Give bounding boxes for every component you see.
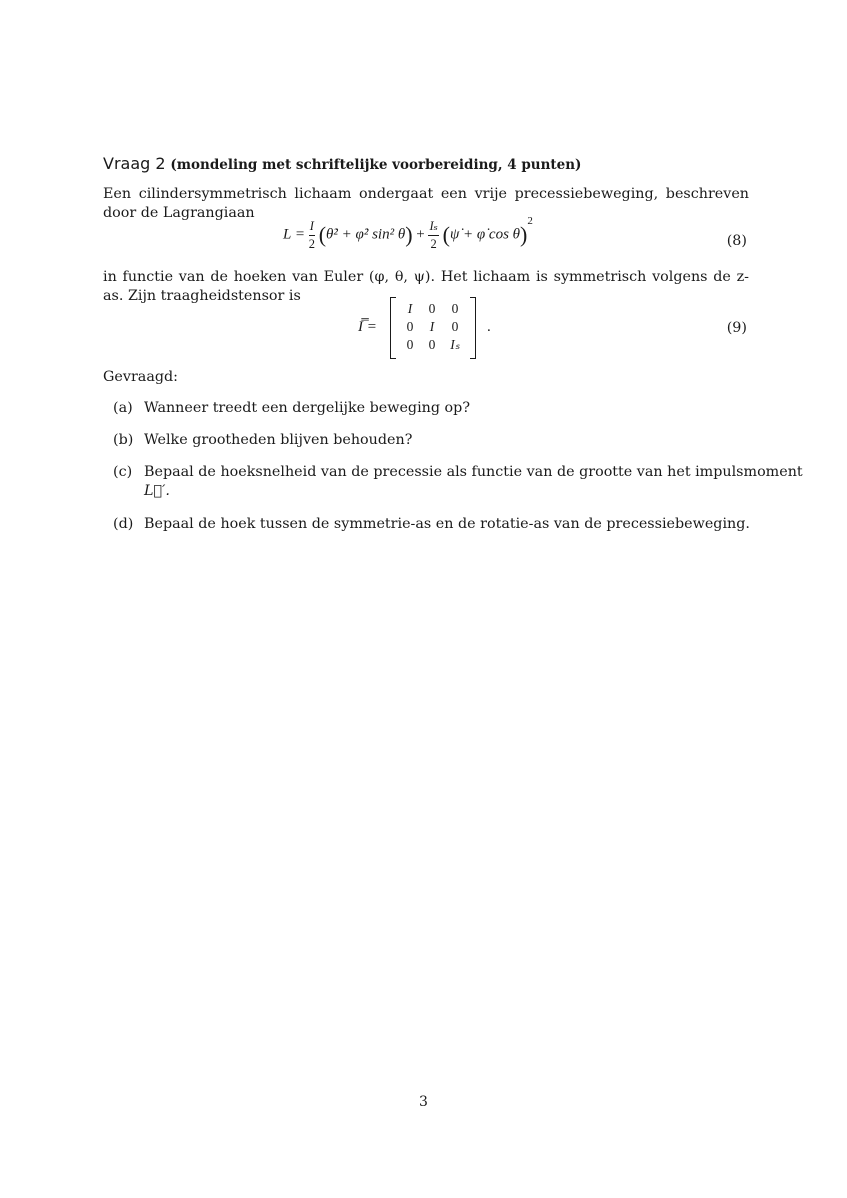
list-item-text-continued: L⃗′. <box>144 483 170 499</box>
question-heading <box>103 154 581 173</box>
list-item-text: Bepaal de hoeksnelheid van de precessie als functie van de grootte van het impulsmoment <box>144 464 803 480</box>
matrix-cell: 0 <box>428 301 436 316</box>
euler-paragraph: in functie van de hoeken van Euler (φ, θ, ψ). Het lichaam is symmetrisch volgens de z-as. Zijn traagheidstensor is <box>103 269 749 304</box>
matrix-cell: I <box>429 319 435 334</box>
eq8-lhs: L = <box>283 226 305 243</box>
eq8-fraction-1: $\frac{I}{2}$ <box>308 219 315 251</box>
matrix-cell: Iₛ <box>450 337 460 352</box>
matrix-cell: 0 <box>406 337 414 352</box>
inertia-tensor-matrix <box>390 297 476 359</box>
eq8-plus: + <box>416 226 425 243</box>
matrix-cell: 0 <box>451 319 459 334</box>
list-item-tag: (c) <box>113 464 133 480</box>
eq8-term-1: θ̇² + φ̇² sin² θ <box>326 226 406 243</box>
eq8-power: 2 <box>527 215 533 228</box>
equation-number-8: (8) <box>726 233 747 249</box>
list-item-tag: (d) <box>113 516 134 532</box>
matrix-cell: 0 <box>428 337 436 352</box>
matrix-right-bracket <box>470 297 476 359</box>
list-item-tag: (a) <box>113 400 133 416</box>
page-number: 3 <box>419 1094 428 1110</box>
list-item-tag: (b) <box>113 432 134 448</box>
intro-paragraph: Een cilindersymmetrisch lichaam ondergaat een vrije precessiebeweging, beschreven door de Lagrangiaan <box>103 186 749 221</box>
eq8-fraction-2: $\frac{\text{Iₛ}}{2}$ <box>429 219 438 251</box>
matrix-cell: I <box>407 301 413 316</box>
question-subtitle: (mondeling met schriftelijke voorbereiding, 4 punten) <box>170 157 582 173</box>
eq8-term-2: ψ̇ + φ̇ cos θ <box>449 226 521 243</box>
list-item-text: Wanneer treedt een dergelijke beweging op? <box>144 400 470 416</box>
gevraagd-label: Gevraagd: <box>103 369 178 385</box>
question-title: Vraag 2 <box>103 154 166 173</box>
eq9-dot: . <box>487 319 491 335</box>
list-item-text: Welke grootheden blijven behouden? <box>144 432 413 448</box>
equation-number-9: (9) <box>726 320 747 336</box>
matrix-cell: 0 <box>451 301 459 316</box>
matrix-cell: 0 <box>406 319 414 334</box>
matrix-left-bracket <box>390 297 396 359</box>
list-item-text: Bepaal de hoek tussen de symmetrie-as en de rotatie-as van de precessiebeweging. <box>144 516 750 532</box>
equation-lagrangian: L = $\frac{I}{2}$ (θ̇² + φ̇² sin² θ) + $\frac{\text{Iₛ}}{2}$ (ψ̇ + φ̇ cos θ)$^2$ <box>283 215 533 251</box>
equation-tensor-lhs: I̿ = <box>358 319 377 335</box>
